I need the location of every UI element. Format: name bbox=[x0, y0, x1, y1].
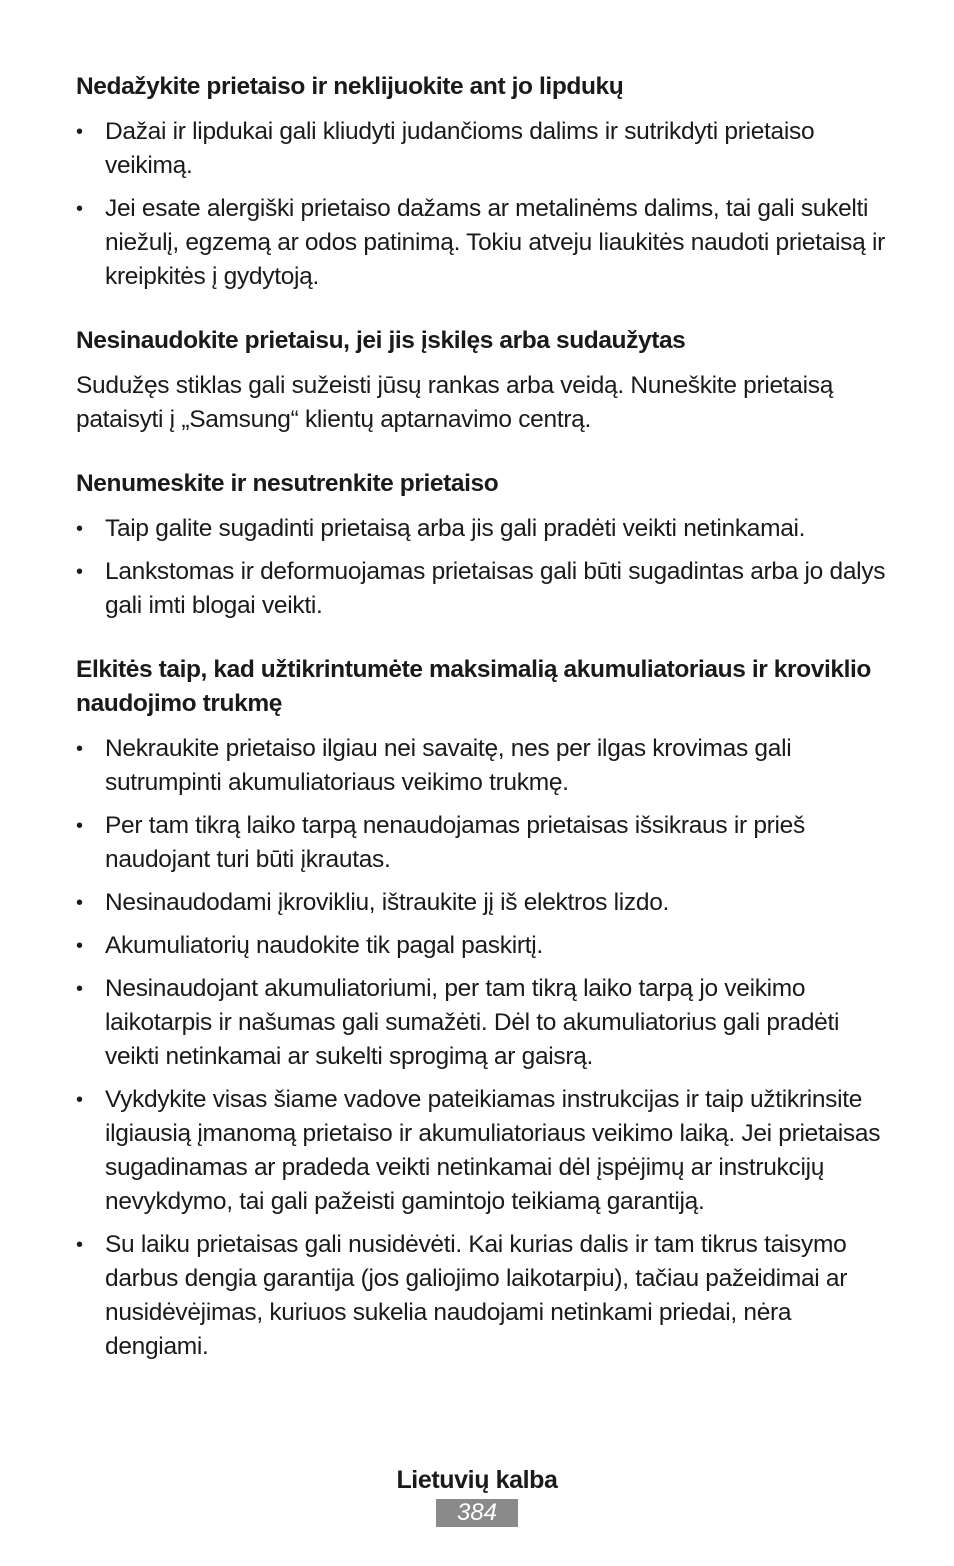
list-item bbox=[76, 115, 886, 183]
list-item bbox=[76, 809, 886, 877]
list-item-text: Nesinaudojant akumuliatoriumi, per tam tikrą laiko tarpą jo veikimo laikotarpis ir našumas gali sumažėti. Dėl to akumuliatorius gali pradėti veikti netinkamai ar sukelti sprogimą ar gaisrą. bbox=[105, 975, 840, 1070]
bullet-icon: • bbox=[76, 121, 83, 143]
list-item bbox=[76, 1083, 886, 1219]
list-item-text: Nesinaudodami įkrovikliu, ištraukite jį iš elektros lizdo. bbox=[105, 889, 670, 916]
list-item-text: Jei esate alergiški prietaiso dažams ar metalinėms dalims, tai gali sukelti niežulį, egzemą ar odos patinimą. Tokiu atveju liaukitės naudoti prietaisą ir kreipkitės į gydytoją. bbox=[105, 195, 885, 290]
footer-language: Lietuvių kalba bbox=[396, 1466, 558, 1494]
bullet-icon: • bbox=[76, 1089, 83, 1111]
list-item-text: Lankstomas ir deformuojamas prietaisas gali būti sugadintas arba jo dalys gali imti blogai veikti. bbox=[105, 558, 886, 619]
list-item-text: Taip galite sugadinti prietaisą arba jis gali pradėti veikti netinkamai. bbox=[105, 515, 806, 542]
section-title: Nedažykite prietaiso ir neklijuokite ant jo lipdukų bbox=[76, 73, 624, 100]
list-item bbox=[76, 972, 886, 1074]
bullet-list bbox=[76, 115, 886, 294]
bullet-list bbox=[76, 732, 886, 1364]
bullet-icon: • bbox=[76, 198, 83, 220]
bullet-icon: • bbox=[76, 561, 83, 583]
section-battery-life bbox=[76, 653, 886, 1364]
list-item-text: Su laiku prietaisas gali nusidėvėti. Kai kurias dalis ir tam tikrus taisymo darbus dengia garantija (jos galiojimo laikotarpiu), tačiau pažeidimai ar nusidėvėjimas, kuriuos sukelia naudojami netinkami priedai, nėra dengiami. bbox=[105, 1231, 848, 1360]
section-no-drop bbox=[76, 467, 886, 623]
section-title: Elkitės taip, kad užtikrintumėte maksimalią akumuliatoriaus ir kroviklio naudojimo trukmę bbox=[76, 656, 871, 717]
page-footer bbox=[0, 1462, 954, 1527]
list-item-text: Vykdykite visas šiame vadove pateikiamas instrukcijas ir taip užtikrinsite ilgiausią įmanomą prietaiso ir akumuliatoriaus veikimo laiką. Jei prietaisas sugadinamas ar pradeda veikti netinkamai dėl įspėjimų ar instrukcijų nevykdymo, tai gali pažeisti gamintojo teikiamą garantiją. bbox=[105, 1086, 881, 1215]
list-item bbox=[76, 512, 886, 546]
list-item-text: Nekraukite prietaiso ilgiau nei savaitę, nes per ilgas krovimas gali sutrumpinti akumuliatoriaus veikimo trukmę. bbox=[105, 735, 792, 796]
bullet-icon: • bbox=[76, 935, 83, 957]
list-item bbox=[76, 929, 886, 963]
bullet-icon: • bbox=[76, 815, 83, 837]
bullet-icon: • bbox=[76, 518, 83, 540]
bullet-icon: • bbox=[76, 892, 83, 914]
list-item-text: Per tam tikrą laiko tarpą nenaudojamas prietaisas išsikraus ir prieš naudojant turi būti įkrautas. bbox=[105, 812, 805, 873]
bullet-icon: • bbox=[76, 978, 83, 1000]
bullet-icon: • bbox=[76, 1234, 83, 1256]
list-item bbox=[76, 886, 886, 920]
list-item-text: Dažai ir lipdukai gali kliudyti judančioms dalims ir sutrikdyti prietaiso veikimą. bbox=[105, 118, 815, 179]
bullet-list bbox=[76, 512, 886, 623]
section-title: Nesinaudokite prietaisu, jei jis įskilęs arba sudaužytas bbox=[76, 327, 686, 354]
section-no-paint bbox=[76, 70, 886, 294]
bullet-icon: • bbox=[76, 738, 83, 760]
list-item bbox=[76, 732, 886, 800]
section-cracked-device bbox=[76, 324, 886, 437]
section-paragraph: Sudužęs stiklas gali sužeisti jūsų rankas arba veidą. Nuneškite prietaisą pataisyti į „Samsung“ klientų aptarnavimo centrą. bbox=[76, 372, 834, 433]
list-item bbox=[76, 1228, 886, 1364]
list-item-text: Akumuliatorių naudokite tik pagal paskirtį. bbox=[105, 932, 543, 959]
page-number-badge: 384 bbox=[436, 1499, 518, 1527]
section-title: Nenumeskite ir nesutrenkite prietaiso bbox=[76, 470, 499, 497]
page-content bbox=[76, 70, 886, 1394]
list-item bbox=[76, 192, 886, 294]
list-item bbox=[76, 555, 886, 623]
